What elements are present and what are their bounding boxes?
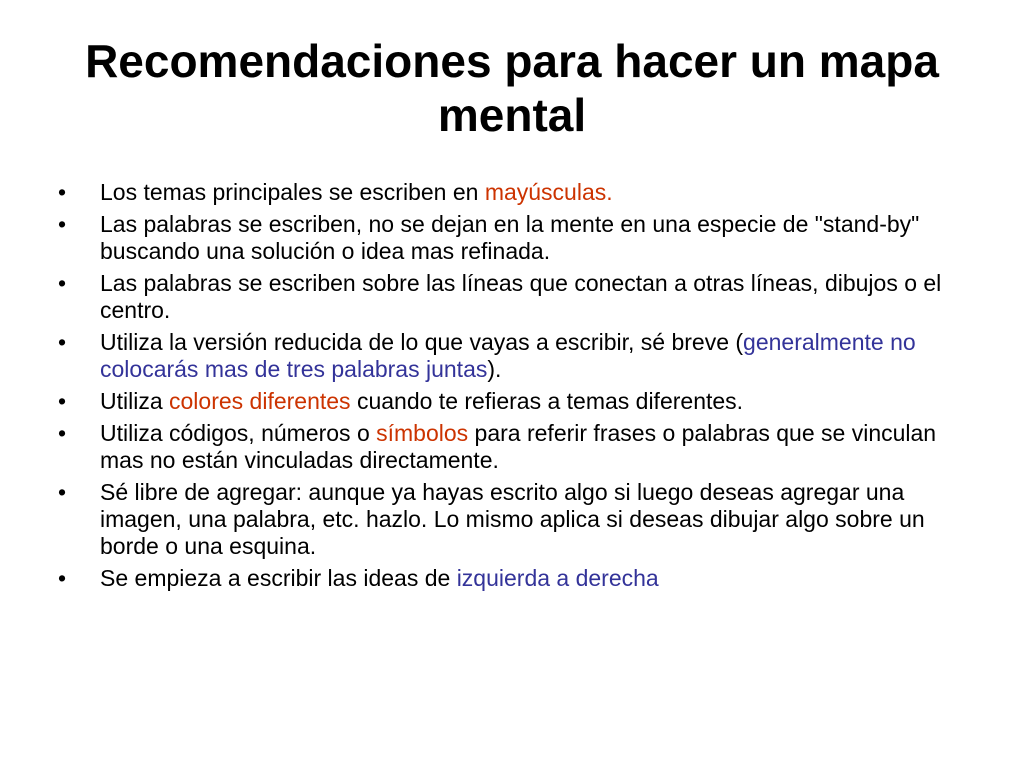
bullet-text: Las palabras se escriben, no se dejan en la mente en una especie de "stand-by" buscando una solución o idea mas refinada.: [100, 211, 920, 264]
bullet-marker: •: [58, 179, 67, 205]
bullet-text-after: para referir frases o palabras que se vinculan mas no están vinculadas directamente.: [100, 420, 937, 473]
bullet-text: Los temas principales se escriben en: [100, 179, 485, 205]
bullet-marker: •: [58, 388, 67, 414]
bullet-item: [0, 329, 1024, 383]
bullet-highlight: símbolos: [376, 420, 469, 446]
bullet-marker: •: [58, 479, 67, 505]
bullet-text: Sé libre de agregar: aunque ya hayas escrito algo si luego deseas agregar una imagen, una palabra, etc. hazlo. Lo mismo aplica si deseas dibujar algo sobre un borde o una esquina.: [100, 479, 925, 559]
bullet-text: Utiliza: [100, 388, 170, 414]
bullet-item: [0, 420, 1024, 474]
bullet-text: Se empieza a escribir las ideas de: [100, 565, 457, 591]
bullet-item: [0, 211, 1024, 265]
bullet-item: [0, 179, 1024, 206]
bullet-highlight: mayúsculas.: [484, 179, 613, 205]
bullet-text-after: cuando te refieras a temas diferentes.: [350, 388, 744, 414]
slide-title: Recomendaciones para hacer un mapa mental: [85, 35, 939, 141]
bullet-list: [0, 179, 1024, 597]
bullet-marker: •: [58, 420, 67, 446]
bullet-highlight: colores diferentes: [169, 388, 351, 414]
bullet-item: [0, 565, 1024, 592]
bullet-marker: •: [58, 270, 67, 296]
bullet-item: [0, 388, 1024, 415]
bullet-item: [0, 479, 1024, 560]
bullet-item: [0, 270, 1024, 324]
bullet-highlight: izquierda a derecha: [456, 565, 659, 591]
bullet-marker: •: [58, 565, 67, 591]
bullet-marker: •: [58, 211, 67, 237]
bullet-marker: •: [58, 329, 67, 355]
bullet-text: Utiliza códigos, números o: [100, 420, 377, 446]
bullet-text-after: ).: [487, 356, 502, 382]
bullet-highlight: generalmente no colocarás mas de tres palabras juntas: [100, 329, 916, 382]
bullet-text: Utiliza la versión reducida de lo que vayas a escribir, sé breve (: [100, 329, 744, 355]
bullet-text: Las palabras se escriben sobre las líneas que conectan a otras líneas, dibujos o el centro.: [100, 270, 942, 323]
